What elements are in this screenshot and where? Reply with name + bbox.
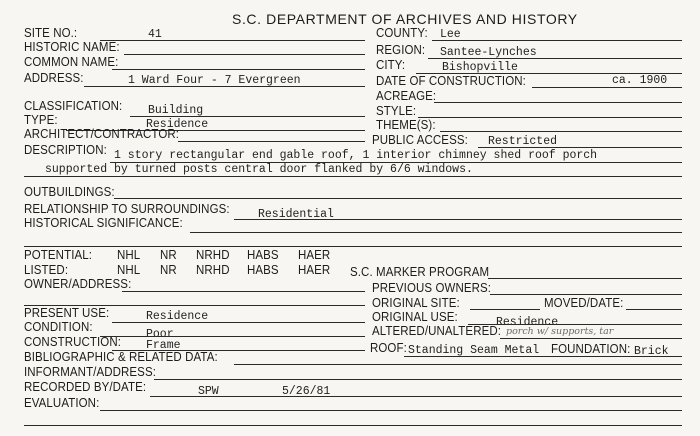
common-name-label: COMMON NAME:: [24, 55, 119, 69]
style-line: [418, 117, 682, 118]
listed-habs: HABS: [247, 263, 279, 277]
site-no-line: [100, 40, 365, 41]
relationship-value: Residential: [258, 208, 334, 221]
address-label: ADDRESS:: [24, 71, 84, 85]
construction-label: CONSTRUCTION:: [24, 335, 122, 349]
original-use-value: Residence: [496, 316, 559, 329]
condition-line: [100, 336, 365, 337]
roof-label: ROOF:: [370, 341, 407, 355]
outbuildings-label: OUTBUILDINGS:: [24, 185, 115, 199]
potential-nhl: NHL: [117, 248, 141, 262]
style-label: STYLE:: [376, 104, 417, 118]
evaluation-label: EVALUATION:: [24, 396, 100, 410]
date-of-construction-value: ca. 1900: [612, 74, 668, 87]
historic-name-label: HISTORIC NAME:: [24, 40, 120, 54]
present-use-label: PRESENT USE:: [24, 306, 110, 320]
listed-nhl: NHL: [117, 263, 141, 277]
moved-date-line: [626, 309, 682, 310]
foundation-label: FOUNDATION:: [551, 342, 631, 356]
date-of-construction-line: [532, 87, 682, 88]
county-value: Lee: [440, 28, 461, 41]
region-line: [428, 58, 682, 59]
altered-label: ALTERED/UNALTERED:: [372, 324, 502, 338]
owner-address-line: [122, 291, 365, 292]
themes-line: [440, 131, 682, 132]
date-of-construction-label: DATE OF CONSTRUCTION:: [376, 74, 526, 88]
marker-program-line: [488, 278, 682, 279]
moved-date-label: MOVED/DATE:: [544, 296, 624, 310]
type-value: Residence: [146, 118, 209, 131]
condition-label: CONDITION:: [24, 320, 93, 334]
recorded-date-value: 5/26/81: [282, 385, 331, 398]
county-label: COUNTY:: [376, 26, 428, 40]
site-no-label: SITE NO.:: [24, 26, 78, 40]
architect-label: ARCHITECT/CONTRACTOR:: [24, 127, 180, 141]
original-site-line: [470, 309, 540, 310]
relationship-label: RELATIONSHIP TO SURROUNDINGS:: [24, 202, 230, 216]
original-site-label: ORIGINAL SITE:: [372, 296, 460, 310]
original-use-label: ORIGINAL USE:: [372, 310, 458, 324]
listed-nr: NR: [160, 263, 177, 277]
address-line: [84, 86, 365, 87]
listed-label: LISTED:: [24, 263, 69, 277]
marker-program-label: S.C. MARKER PROGRAM: [350, 265, 490, 279]
themes-label: THEME(S):: [376, 118, 436, 132]
bibliographic-line: [234, 364, 682, 365]
architect-line: [178, 141, 365, 142]
previous-owners-line: [490, 294, 682, 295]
public-access-line: [478, 147, 682, 148]
construction-value: Frame: [146, 339, 181, 352]
common-name-line: [112, 69, 365, 70]
potential-nrhd: NRHD: [196, 248, 230, 262]
classification-label: CLASSIFICATION:: [24, 99, 123, 113]
site-no-value: 41: [148, 28, 162, 41]
relationship-line: [234, 219, 682, 220]
previous-owners-label: PREVIOUS OWNERS:: [372, 281, 492, 295]
address-value: 1 Ward Four - 7 Evergreen: [128, 74, 301, 87]
acreage-label: ACREAGE:: [376, 89, 437, 103]
region-label: REGION:: [376, 43, 426, 57]
acreage-line: [434, 102, 682, 103]
roof-value: Standing Seam Metal: [408, 344, 540, 357]
potential-nr: NR: [160, 248, 177, 262]
evaluation-line-2: [24, 425, 682, 426]
condition-value: Poor: [146, 328, 174, 341]
informant-line: [154, 379, 682, 380]
potential-habs: HABS: [247, 248, 279, 262]
description-line-1: 1 story rectangular end gable roof, 1 interior chimney shed roof porch: [114, 149, 598, 162]
historical-significance-line: [190, 232, 682, 233]
recorded-by-value: SPW: [198, 385, 219, 398]
region-value: Santee-Lynches: [440, 46, 537, 59]
recorded-by-label: RECORDED BY/DATE:: [24, 380, 147, 394]
listed-nrhd: NRHD: [196, 263, 230, 277]
type-label: TYPE:: [24, 113, 58, 127]
informant-label: INFORMANT/ADDRESS:: [24, 365, 157, 379]
altered-handwritten-note: porch w/ supports, tar: [506, 326, 614, 337]
description-line-2: supported by turned posts central door flanked by 6/6 windows.: [45, 163, 473, 176]
classification-value: Building: [148, 104, 204, 117]
evaluation-line-1: [100, 410, 682, 411]
present-use-line: [112, 322, 365, 323]
historic-name-line: [124, 54, 365, 55]
listed-haer: HAER: [298, 263, 331, 277]
description-label: DESCRIPTION:: [24, 143, 107, 157]
historical-significance-label: HISTORICAL SIGNIFICANCE:: [24, 216, 183, 230]
present-use-value: Residence: [146, 310, 209, 323]
foundation-value: Brick: [634, 345, 669, 358]
recorded-by-line: [150, 396, 682, 397]
bibliographic-label: BIBLIOGRAPHIC & RELATED DATA:: [24, 350, 218, 364]
altered-line: [500, 338, 682, 339]
section-divider: [24, 246, 682, 247]
outbuildings-line: [114, 198, 682, 199]
potential-label: POTENTIAL:: [24, 248, 93, 262]
potential-haer: HAER: [298, 248, 331, 262]
classification-line: [130, 116, 365, 117]
public-access-label: PUBLIC ACCESS:: [372, 133, 468, 147]
county-line: [432, 40, 682, 41]
owner-address-label: OWNER/ADDRESS:: [24, 277, 132, 291]
form-title: S.C. DEPARTMENT OF ARCHIVES AND HISTORY: [232, 11, 578, 27]
description-rule-2: [24, 176, 682, 177]
city-value: Bishopville: [442, 61, 518, 74]
public-access-value: Restricted: [488, 135, 558, 148]
roof-foundation-line: [404, 356, 682, 357]
city-label: CITY:: [376, 58, 406, 72]
